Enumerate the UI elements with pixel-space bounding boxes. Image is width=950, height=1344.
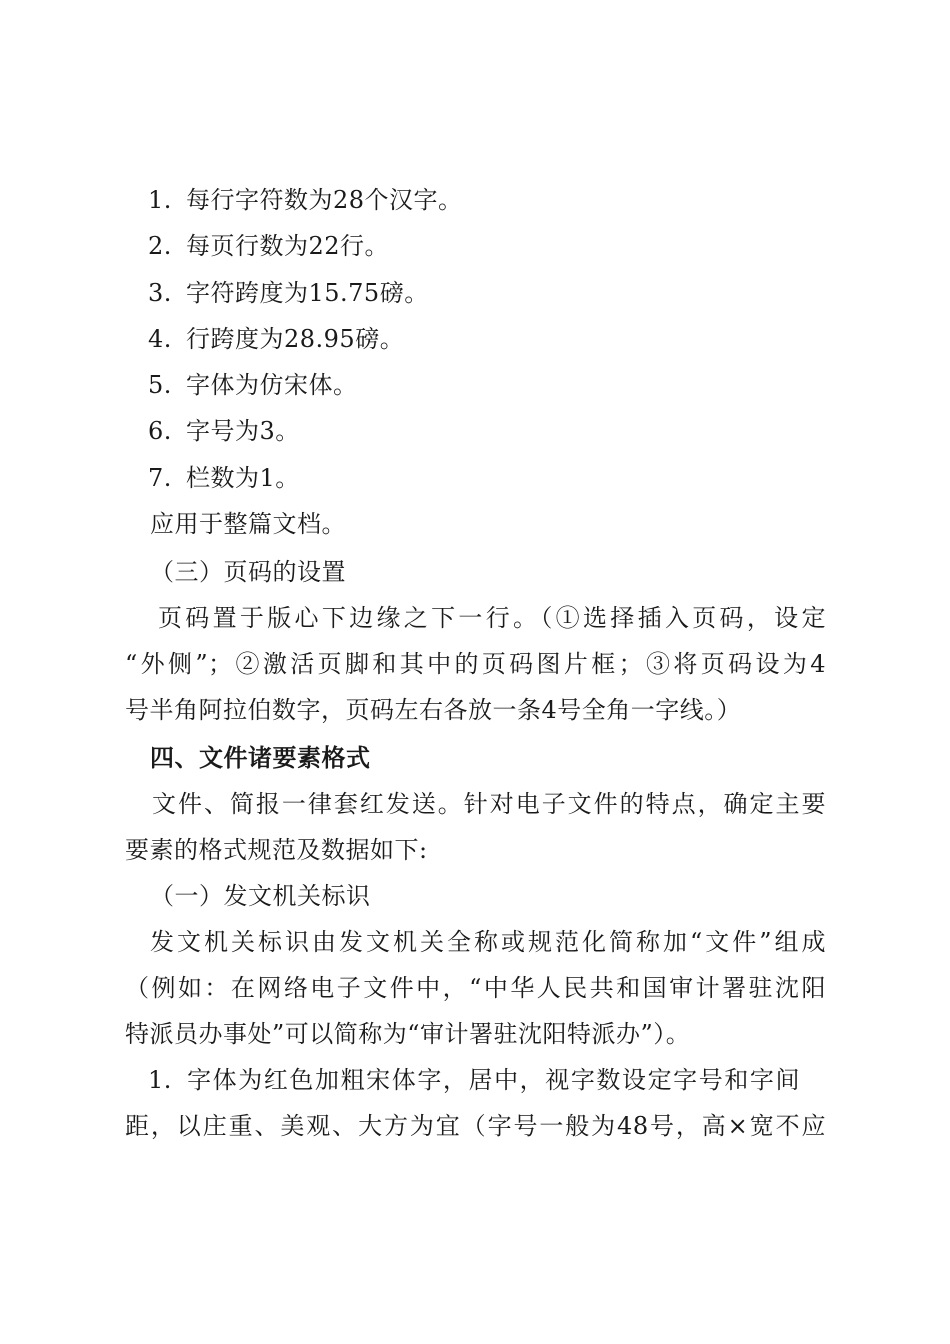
paragraph-line: 文件、简报一律套红发送。针对电子文件的特点，确定主要: [152, 790, 826, 818]
paragraph-line: 要素的格式规范及数据如下:: [125, 836, 428, 864]
list-item: [148, 323, 858, 355]
list-item: [148, 462, 858, 494]
list-number: 7.: [148, 464, 172, 492]
subheading-page-number: （三）页码的设置: [150, 558, 346, 586]
list-item: [148, 369, 858, 401]
list-text: 字符跨度为15.75磅。: [186, 279, 429, 307]
list-number: 2.: [148, 232, 172, 260]
subheading-issuer: （一）发文机关标识: [150, 882, 371, 910]
apply-note: 应用于整篇文档。: [150, 510, 346, 538]
list-item: [148, 184, 858, 216]
section-heading: 四、文件诸要素格式: [150, 743, 371, 772]
list-text: 每页行数为22行。: [186, 232, 390, 260]
list-text: 字号为3。: [186, 417, 300, 445]
list-text: 字体为仿宋体。: [186, 371, 358, 399]
list-text: 行跨度为28.95磅。: [186, 325, 405, 353]
list-number: 5.: [148, 371, 172, 399]
list-number: 1.: [148, 186, 172, 214]
list-number: 1.: [148, 1066, 172, 1094]
paragraph-line: （例如：在网络电子文件中，“中华人民共和国审计署驻沈阳: [125, 974, 826, 1002]
list-number: 6.: [148, 417, 172, 445]
list-number: 4.: [148, 325, 172, 353]
paragraph-line: 特派员办事处”可以简称为“审计署驻沈阳特派办”）。: [125, 1020, 691, 1048]
list-text: 字体为红色加粗宋体字，居中，视字数设定字号和字间: [186, 1066, 800, 1094]
list-item: [148, 277, 858, 309]
list-text: 栏数为1。: [186, 464, 300, 492]
paragraph-line: “外侧”；②激活页脚和其中的页码图片框；③将页码设为4: [125, 650, 826, 678]
paragraph-line: 页码置于版心下边缘之下一行。（①选择插入页码，设定: [158, 604, 826, 632]
list-item: [148, 1064, 800, 1096]
list-item: [148, 415, 858, 447]
paragraph-line: 发文机关标识由发文机关全称或规范化简称加“文件”组成: [150, 928, 826, 956]
list-text: 每行字符数为28个汉字。: [186, 186, 463, 214]
list-item: [148, 230, 858, 262]
list-number: 3.: [148, 279, 172, 307]
paragraph-line: 号半角阿拉伯数字，页码左右各放一条4号全角一字线。）: [125, 696, 742, 724]
paragraph-line: 距，以庄重、美观、大方为宜（字号一般为48号，高×宽不应: [125, 1112, 826, 1140]
